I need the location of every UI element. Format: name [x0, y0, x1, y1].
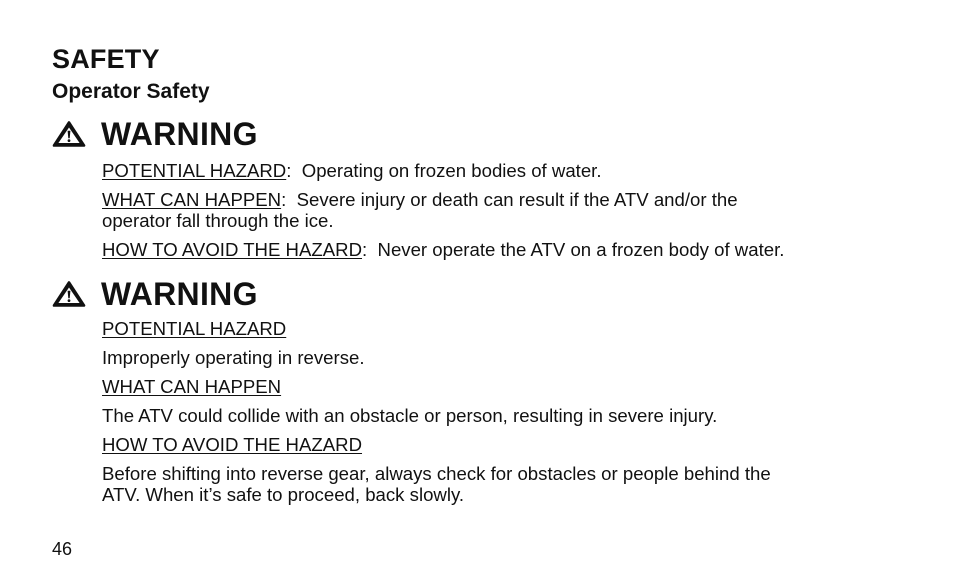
warning-header-2: [52, 274, 258, 314]
label-separator: :: [362, 239, 378, 260]
potential-hazard-text: Operating on frozen bodies of water.: [301, 160, 602, 181]
warning-title-1: WARNING: [101, 116, 258, 152]
potential-hazard-text: Improperly operating in reverse.: [102, 347, 365, 368]
how-to-avoid-text: Before shifting into reverse gear, always check for obstacles or people behind the: [102, 463, 771, 484]
warning-triangle-icon: [52, 280, 86, 308]
potential-hazard-label: POTENTIAL HAZARD: [102, 160, 287, 181]
section-subtitle: Operator Safety: [52, 80, 210, 103]
how-to-avoid-label: HOW TO AVOID THE HAZARD: [102, 434, 363, 455]
potential-hazard-line: [102, 160, 892, 181]
warning-body-1: [102, 160, 892, 260]
label-separator: :: [281, 189, 297, 210]
how-to-avoid-label: HOW TO AVOID THE HAZARD: [102, 239, 363, 260]
what-can-happen-label: WHAT CAN HAPPEN: [102, 376, 282, 397]
page-number: 46: [52, 539, 73, 559]
warning-triangle-icon: [52, 120, 86, 148]
what-can-happen-label: WHAT CAN HAPPEN: [102, 189, 282, 210]
what-can-happen-text: Severe injury or death can result if the ATV and/or the: [296, 189, 738, 210]
how-to-avoid-line: [102, 239, 892, 260]
section-title: SAFETY: [52, 44, 160, 74]
how-to-avoid-text: Never operate the ATV on a frozen body of water.: [377, 239, 785, 260]
what-can-happen-text: The ATV could collide with an obstacle or person, resulting in severe injury.: [102, 405, 718, 426]
warning-header-1: [52, 114, 258, 154]
what-can-happen-line: [102, 189, 892, 210]
potential-hazard-label: POTENTIAL HAZARD: [102, 318, 287, 339]
how-to-avoid-continuation: ATV. When it’s safe to proceed, back slowly.: [102, 484, 465, 505]
what-can-happen-continuation: operator fall through the ice.: [102, 210, 334, 231]
warning-body-2: [102, 318, 892, 505]
warning-title-2: WARNING: [101, 276, 258, 312]
label-separator: :: [286, 160, 302, 181]
